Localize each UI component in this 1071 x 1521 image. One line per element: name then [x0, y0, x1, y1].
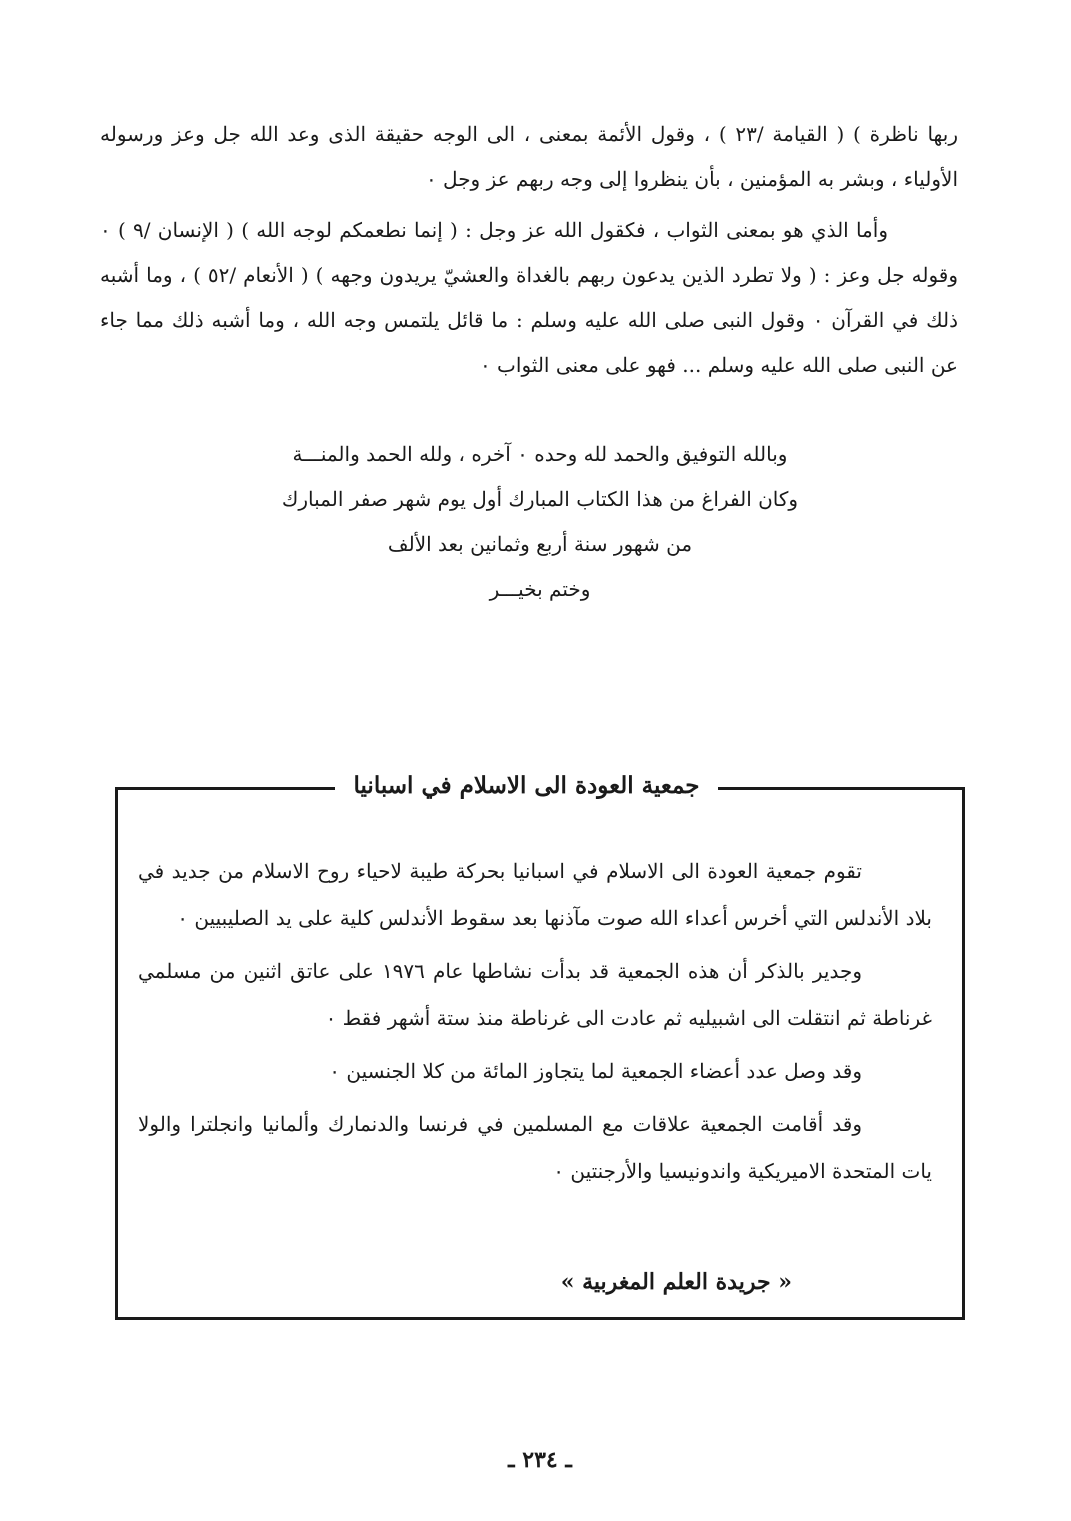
colophon: [200, 432, 880, 612]
frame-top-rule-right: [718, 787, 962, 790]
article-text: [138, 848, 932, 1201]
article-paragraph: وقد وصل عدد أعضاء الجمعية لما يتجاوز المائة من كلا الجنسين ٠: [329, 1059, 862, 1083]
article-paragraph: وقد أقامت الجمعية علاقات مع المسلمين في فرنسا والدنمارك وألمانيا وانجلترا والولا يات المتحدة الاميريكية واندونيسيا والأرجنتين ٠: [138, 1112, 932, 1183]
colophon-line: من شهور سنة أربع وثمانين بعد الألف: [387, 532, 693, 556]
paragraph-face-meaning: ربها ناظرة ) ( القيامة /٢٣ ) ، وقول الأئمة بمعنى ، الى الوجه حقيقة الذى وعد الله جل وعز ورسوله الأولياء ، وبشر به المؤمنين ، بأن ينظروا إلى وجه ربهم عز وجل ٠: [100, 122, 958, 191]
article-source: « جريدة العلم المغربية »: [560, 1269, 792, 1295]
article-paragraph: تقوم جمعية العودة الى الاسلام في اسبانيا بحركة طيبة لاحياء روح الاسلام من جديد في بلاد الأندلس التي أخرس أعداء الله صوت مآذنها بعد سقوط الأندلس كلية على يد الصليبيين ٠: [138, 859, 932, 930]
colophon-line: وبالله التوفيق والحمد لله وحده ٠ آخره ، ولله الحمد والمنـــة: [292, 442, 788, 466]
article-title: جمعية العودة الى الاسلام في اسبانيا: [353, 772, 700, 799]
page-number: ـ ٢٣٤ ـ: [508, 1447, 572, 1473]
colophon-line: وختم بخيـــر: [489, 577, 591, 601]
colophon-line: وكان الفراغ من هذا الكتاب المبارك أول يوم شهر صفر المبارك: [281, 487, 799, 511]
paragraph-reward-meaning: وأما الذي هو بمعنى الثواب ، فكقول الله عز وجل : ( إنما نطعمكم لوجه الله ) ( الإنسان /٩ ) ٠ وقوله جل وعز : ( ولا تطرد الذين يدعون ربهم بالغداة والعشيّ يريدون وجهه ) ( الأنعام /٥٢ ) ، وما أشبه ذلك في القرآن ٠ وقول النبى صلى الله عليه وسلم : ما قائل يلتمس وجه الله ، وما أشبه ذلك مما جاء عن النبى صلى الله عليه وسلم ... فهو على معنى الثواب ٠: [100, 218, 959, 377]
frame-top-rule-left: [115, 787, 335, 790]
main-text: [100, 112, 958, 394]
article-paragraph: وجدير بالذكر أن هذه الجمعية قد بدأت نشاطها عام ١٩٧٦ على عاتق اثنين من مسلمي غرناطة ثم انتقلت الى اشبيليه ثم عادت الى غرناطة منذ ستة أشهر فقط ٠: [138, 959, 932, 1030]
